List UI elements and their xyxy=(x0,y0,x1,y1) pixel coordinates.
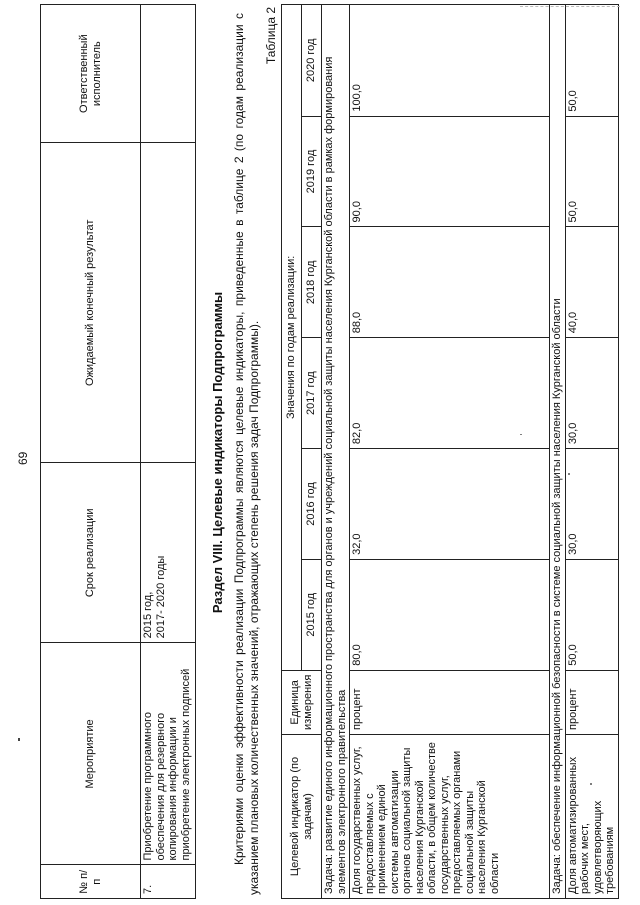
row-period-line1: 2015 год, xyxy=(142,591,154,639)
task-title: Задача: обеспечение информационной безопасности в системе социальной защиты населения Курганской области xyxy=(550,5,566,899)
row-period-line2: 2017- 2020 годы xyxy=(154,555,167,639)
page-number: 69 xyxy=(16,451,30,465)
indicators-table xyxy=(281,4,619,899)
indicator-value: 90,0 xyxy=(350,116,550,227)
scan-edge-mark xyxy=(520,6,620,8)
indicator-value: 50,0 xyxy=(565,116,618,227)
header-year: 2020 год xyxy=(302,5,322,117)
indicator-value: 30,0 xyxy=(565,338,618,449)
indicator-value: 30,0 xyxy=(565,449,618,560)
indicators-header-row1 xyxy=(282,5,302,899)
header-year: 2017 год xyxy=(302,338,322,449)
indicator-name: Доля автоматизированных рабочих мест, удовлетворяющих требованиям xyxy=(565,735,618,899)
indicator-unit: процент xyxy=(565,670,618,734)
header-unit: Единица измерения xyxy=(282,670,322,734)
header-year: 2019 год xyxy=(302,116,322,227)
scan-speck xyxy=(568,473,570,475)
header-year: 2015 год xyxy=(302,559,322,670)
scan-speck xyxy=(520,434,522,435)
row-num: 7. xyxy=(141,865,196,899)
indicator-value: 82,0 xyxy=(350,338,550,449)
indicator-name: Доля государственных услуг, предоставляемых с применением единой системы автоматизации органов социальной защиты населения Курганской области, в общем количестве государственных услуг, предоставляемых органами социальной защиты населения Курганской области xyxy=(350,735,550,899)
scan-mark xyxy=(18,738,20,741)
task-title: Задача: развитие единого информационного пространства для органов и учреждений социальной защиты населения Курганской области в рамках формирования элементов электронного правительства xyxy=(322,5,350,899)
indicator-row xyxy=(565,5,618,899)
row-period xyxy=(141,463,196,643)
header-year: 2018 год xyxy=(302,227,322,338)
header-num: № п/п xyxy=(41,865,141,899)
indicator-value: 80,0 xyxy=(350,559,550,670)
indicator-value: 40,0 xyxy=(565,227,618,338)
header-year: 2016 год xyxy=(302,449,322,560)
header-measure: Мероприятие xyxy=(41,643,141,865)
task-row xyxy=(322,5,350,899)
header-period: Срок реализации xyxy=(41,463,141,643)
header-indicator: Целевой индикатор (по задачам) xyxy=(282,735,322,899)
header-values-group: Значения по годам реализации: xyxy=(282,5,302,671)
scan-speck xyxy=(590,783,592,785)
indicator-row xyxy=(350,5,550,899)
indicator-unit: процент xyxy=(350,670,550,734)
row-measure: Приобретение программного обеспечения для резервного копирования информации и приобретение электронных подписей xyxy=(141,643,196,865)
indicator-value: 50,0 xyxy=(565,559,618,670)
indicator-value: 88,0 xyxy=(350,227,550,338)
indicator-value: 50,0 xyxy=(565,5,618,117)
intro-paragraph: Критериями оценки эффективности реализации Подпрограммы являются целевые индикаторы, приведенные в таблице 2 (по годам реализации с указанием плановых количественных значений, отражающих степень решения задач Подпрограммы). xyxy=(232,13,261,895)
indicator-value: 32,0 xyxy=(350,449,550,560)
table-label: Таблица 2 xyxy=(264,7,278,65)
row-executor xyxy=(141,5,196,143)
measures-row xyxy=(141,5,196,899)
row-result xyxy=(141,143,196,463)
measures-table xyxy=(40,4,196,899)
header-result: Ожидаемый конечный результат xyxy=(41,143,141,463)
section-title: Раздел VIII. Целевые индикаторы Подпрограммы xyxy=(210,291,225,614)
task-row xyxy=(550,5,566,899)
indicator-value: 100,0 xyxy=(350,5,550,117)
header-executor: Ответственный исполнитель xyxy=(41,5,141,143)
measures-header-row xyxy=(41,5,141,899)
